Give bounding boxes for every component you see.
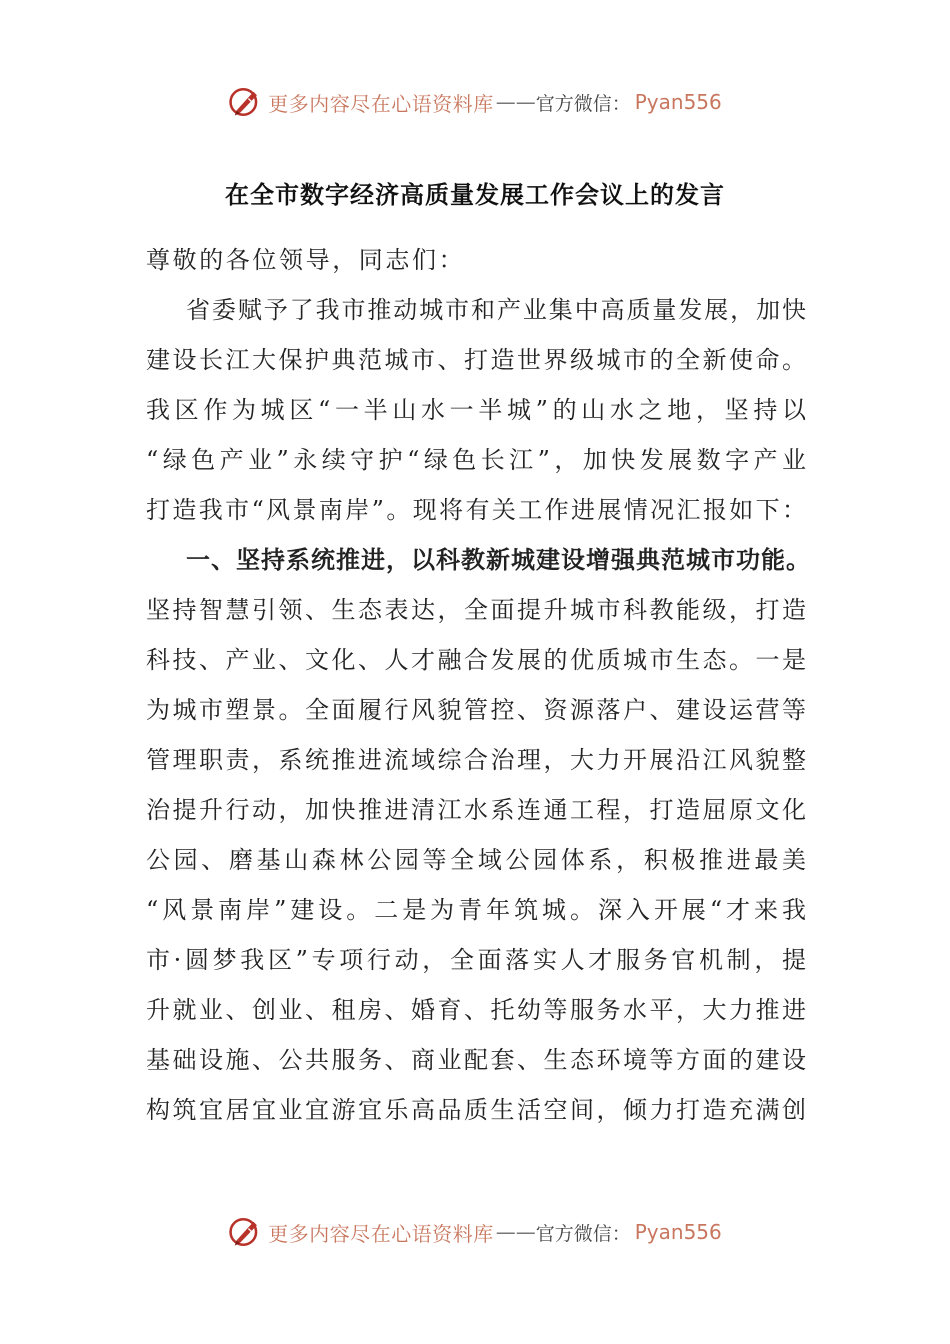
body-line: 基础设施、公共服务、商业配套、生态环境等方面的建设 xyxy=(146,1046,806,1074)
salutation-line: 尊敬的各位领导，同志们： xyxy=(146,246,466,274)
body-line: 打造我市“风景南岸”。现将有关工作进展情况汇报如下： xyxy=(146,496,806,524)
banner-dash: —— xyxy=(495,1220,536,1244)
body-line: 管理职责，系统推进流域综合治理，大力开展沿江风貌整 xyxy=(146,746,806,774)
document-body xyxy=(146,235,811,1135)
banner-site-text: 更多内容尽在心语资料库 xyxy=(268,91,494,116)
body-line: 我区作为城区“一半山水一半城”的山水之地，坚持以 xyxy=(146,396,806,424)
banner-dash: —— xyxy=(495,90,536,114)
banner-wechat-id: Pyan556 xyxy=(634,1220,722,1244)
body-line: 为城市塑景。全面履行风貌管控、资源落户、建设运营等 xyxy=(146,696,806,724)
body-line: 建设长江大保护典范城市、打造世界级城市的全新使命。 xyxy=(146,346,806,374)
banner-site-text: 更多内容尽在心语资料库 xyxy=(268,1221,494,1246)
body-line: “风景南岸”建设。二是为青年筑城。深入开展“才来我 xyxy=(146,896,806,924)
pen-logo-icon xyxy=(228,85,262,119)
section-heading: 一、坚持系统推进，以科教新城建设增强典范城市功能。 xyxy=(186,546,811,574)
footer-watermark-banner xyxy=(0,1212,950,1252)
banner-wechat-label: 官方微信： xyxy=(535,1222,631,1245)
body-line: 构筑宜居宜业宜游宜乐高品质生活空间，倾力打造充满创 xyxy=(146,1096,806,1124)
body-line: 坚持智慧引领、生态表达，全面提升城市科教能级，打造 xyxy=(146,596,806,624)
banner-wechat-id: Pyan556 xyxy=(634,90,722,114)
document-title: 在全市数字经济高质量发展工作会议上的发言 xyxy=(225,181,725,209)
body-line: 市·圆梦我区”专项行动，全面落实人才服务官机制，提 xyxy=(146,946,806,974)
body-line: 治提升行动，加快推进清江水系连通工程，打造屈原文化 xyxy=(146,796,806,824)
body-line: 升就业、创业、租房、婚育、托幼等服务水平，大力推进 xyxy=(146,996,806,1024)
body-line: 科技、产业、文化、人才融合发展的优质城市生态。一是 xyxy=(146,646,806,674)
header-watermark-banner xyxy=(0,82,950,122)
banner-wechat-label: 官方微信： xyxy=(535,92,631,115)
pen-logo-icon xyxy=(228,1215,262,1249)
body-line: 公园、磨基山森林公园等全域公园体系，积极推进最美 xyxy=(146,846,806,874)
body-line: “绿色产业”永续守护“绿色长江”，加快发展数字产业 xyxy=(146,446,806,474)
body-line: 省委赋予了我市推动城市和产业集中高质量发展，加快 xyxy=(186,296,806,324)
